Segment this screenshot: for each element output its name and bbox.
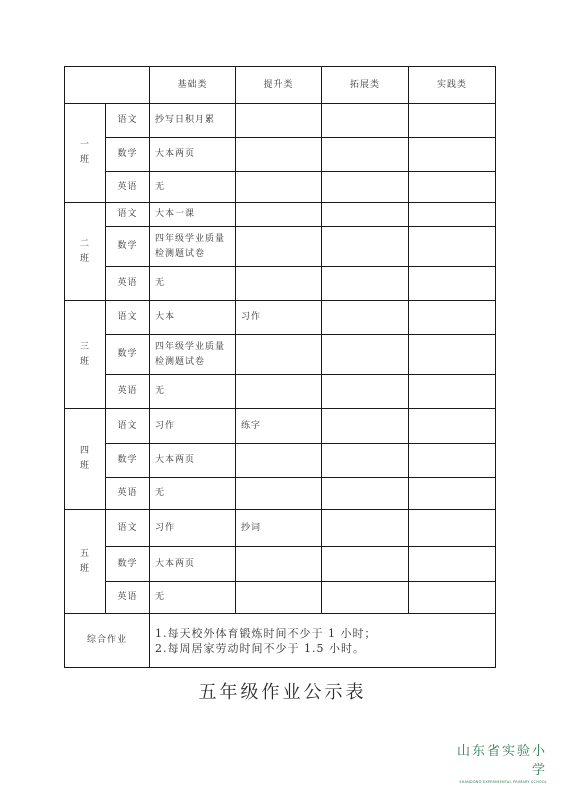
improve-cell <box>236 478 322 510</box>
practice-cell <box>409 172 496 203</box>
expand-cell <box>322 203 409 227</box>
homework-table <box>64 66 496 668</box>
basic-cell: 无 <box>150 582 236 614</box>
class-name-cell <box>65 301 106 409</box>
practice-cell <box>409 227 496 267</box>
improve-cell: 抄词 <box>236 510 322 547</box>
table-row <box>65 138 496 172</box>
basic-text-line: 四年级学业质量 <box>155 233 226 244</box>
class-suffix: 班 <box>79 356 90 367</box>
basic-cell: 大本两页 <box>150 547 236 582</box>
expand-cell <box>322 375 409 409</box>
header-expand: 拓展类 <box>322 67 409 104</box>
basic-cell: 无 <box>150 172 236 203</box>
document-title: 五年级作业公示表 <box>198 682 367 703</box>
subject-cell: 英语 <box>106 267 150 301</box>
logo-english-text: SHANDONG EXPERIMENTAL PRIMARY SCHOOL <box>459 780 547 784</box>
class-name-1: 一 <box>79 140 90 150</box>
practice-cell <box>409 510 496 547</box>
class-name-cell <box>65 104 106 203</box>
expand-cell <box>322 409 409 444</box>
subject-cell: 语文 <box>106 409 150 444</box>
basic-cell: 无 <box>150 267 236 301</box>
basic-cell: 习作 <box>150 409 236 444</box>
class-name-cell <box>65 203 106 301</box>
practice-cell <box>409 582 496 614</box>
basic-text-line: 检测题试卷 <box>155 356 206 367</box>
subject-cell: 英语 <box>106 582 150 614</box>
table-row <box>65 172 496 203</box>
subject-cell: 语文 <box>106 301 150 335</box>
subject-cell: 语文 <box>106 104 150 138</box>
school-logo <box>451 740 547 784</box>
basic-cell: 无 <box>150 375 236 409</box>
practice-cell <box>409 203 496 227</box>
basic-cell: 大本 <box>150 301 236 335</box>
table-header-row <box>65 67 496 104</box>
comprehensive-content <box>150 614 496 668</box>
practice-cell <box>409 444 496 478</box>
improve-cell <box>236 203 322 227</box>
comprehensive-line: 1.每天校外体育锻炼时间不少于 1 小时； <box>155 626 377 640</box>
practice-cell <box>409 547 496 582</box>
expand-cell <box>322 138 409 172</box>
subject-cell: 数学 <box>106 227 150 267</box>
class-suffix: 班 <box>79 155 90 165</box>
expand-cell <box>322 301 409 335</box>
subject-cell: 英语 <box>106 375 150 409</box>
table-row <box>65 104 496 138</box>
improve-cell <box>236 227 322 267</box>
table-row <box>65 203 496 227</box>
class-name-4: 四 <box>79 446 90 456</box>
improve-cell <box>236 582 322 614</box>
practice-cell <box>409 375 496 409</box>
practice-cell <box>409 335 496 375</box>
basic-cell: 习作 <box>150 510 236 547</box>
improve-cell <box>236 267 322 301</box>
basic-cell: 大本两页 <box>150 138 236 172</box>
practice-cell <box>409 267 496 301</box>
table-row <box>65 510 496 547</box>
table-row <box>65 582 496 614</box>
header-basic: 基础类 <box>150 67 236 104</box>
expand-cell <box>322 547 409 582</box>
improve-cell: 练字 <box>236 409 322 444</box>
class-name-3: 三 <box>79 341 90 352</box>
improve-cell <box>236 335 322 375</box>
expand-cell <box>322 510 409 547</box>
table-row <box>65 227 496 267</box>
table-row <box>65 409 496 444</box>
basic-cell: 大本一课 <box>150 203 236 227</box>
basic-cell: 大本两页 <box>150 444 236 478</box>
comprehensive-row <box>65 614 496 668</box>
class-name-5: 五 <box>79 548 90 559</box>
improve-cell <box>236 444 322 478</box>
class-name-cell <box>65 409 106 510</box>
basic-text-line: 四年级学业质量 <box>155 341 226 352</box>
class-suffix: 班 <box>79 563 90 574</box>
expand-cell <box>322 172 409 203</box>
subject-cell: 语文 <box>106 203 150 227</box>
subject-cell: 数学 <box>106 335 150 375</box>
practice-cell <box>409 138 496 172</box>
subject-cell: 英语 <box>106 172 150 203</box>
table-row <box>65 301 496 335</box>
expand-cell <box>322 335 409 375</box>
subject-cell: 数学 <box>106 444 150 478</box>
basic-cell <box>150 227 236 267</box>
improve-cell <box>236 172 322 203</box>
table-row <box>65 335 496 375</box>
practice-cell <box>409 301 496 335</box>
table-row <box>65 547 496 582</box>
comprehensive-label: 综合作业 <box>65 614 150 668</box>
subject-cell: 数学 <box>106 138 150 172</box>
expand-cell <box>322 582 409 614</box>
table-row <box>65 267 496 301</box>
subject-cell: 数学 <box>106 547 150 582</box>
basic-text-line: 检测题试卷 <box>155 248 206 259</box>
comprehensive-line: 2.每周居家劳动时间不少于 1.5 小时。 <box>155 641 365 655</box>
basic-cell: 无 <box>150 478 236 510</box>
table-row <box>65 478 496 510</box>
header-practice: 实践类 <box>409 67 496 104</box>
class-name-2: 二 <box>79 238 90 249</box>
subject-cell: 英语 <box>106 478 150 510</box>
subject-cell: 语文 <box>106 510 150 547</box>
logo-chinese-text: 山东省实验小学 <box>456 744 547 778</box>
expand-cell <box>322 267 409 301</box>
table-row <box>65 444 496 478</box>
basic-cell: 抄写日积月累 <box>150 104 236 138</box>
practice-cell <box>409 409 496 444</box>
practice-cell <box>409 104 496 138</box>
improve-cell <box>236 547 322 582</box>
basic-cell <box>150 335 236 375</box>
header-improve: 提升类 <box>236 67 322 104</box>
class-suffix: 班 <box>79 461 90 471</box>
class-suffix: 班 <box>79 253 90 264</box>
expand-cell <box>322 444 409 478</box>
expand-cell <box>322 227 409 267</box>
expand-cell <box>322 104 409 138</box>
table-row <box>65 375 496 409</box>
corner-cell <box>65 67 150 104</box>
practice-cell <box>409 478 496 510</box>
class-name-cell <box>65 510 106 614</box>
expand-cell <box>322 478 409 510</box>
improve-cell: 习作 <box>236 301 322 335</box>
improve-cell <box>236 375 322 409</box>
improve-cell <box>236 104 322 138</box>
improve-cell <box>236 138 322 172</box>
